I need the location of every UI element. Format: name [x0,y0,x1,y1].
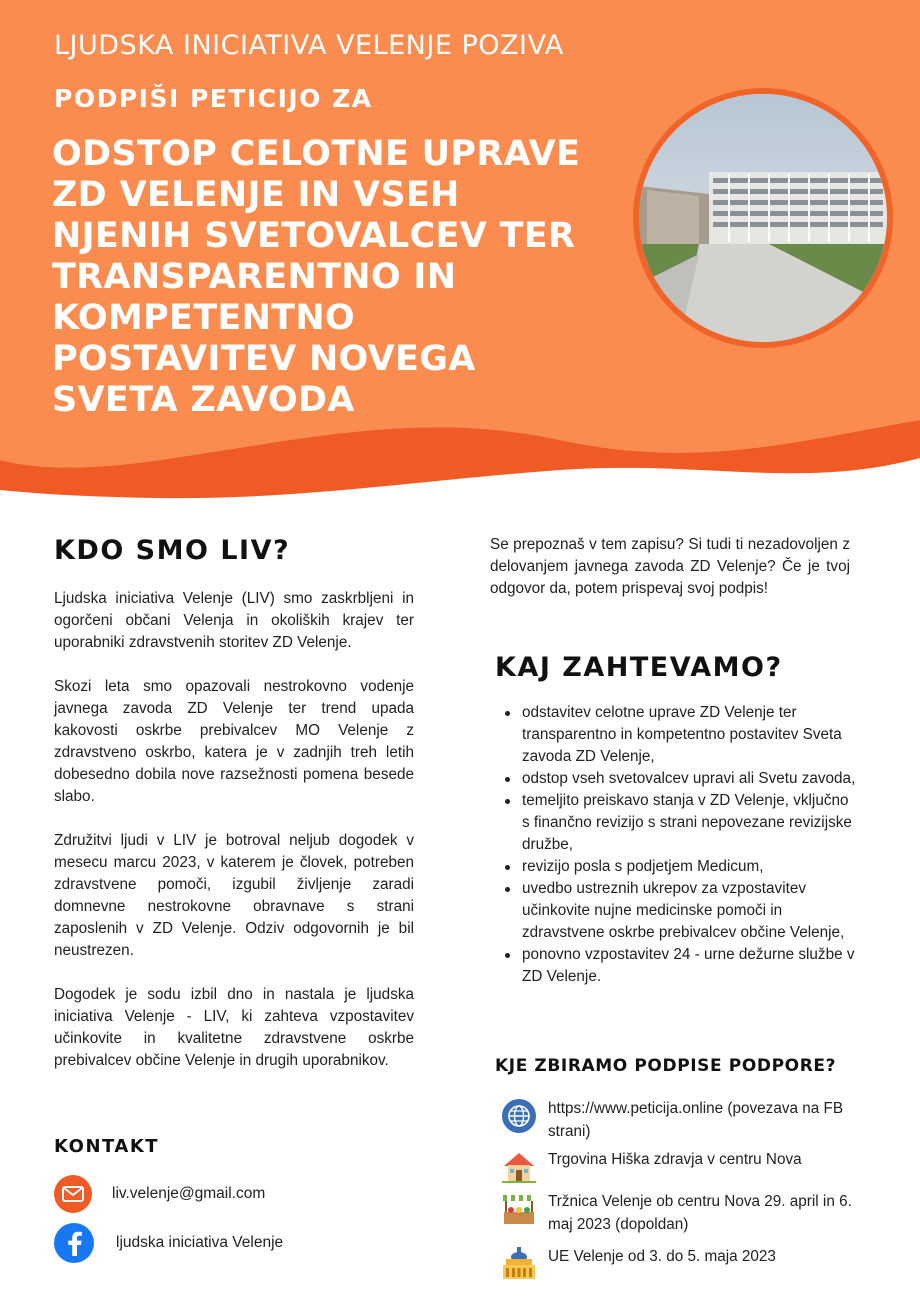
headline-line: ODSTOP CELOTNE UPRAVE [52,134,581,174]
intro-paragraph: Se prepoznaš v tem zapisu? Si tudi ti nezadovoljen z delovanjem javnega zavoda ZD Velenje? Če je tvoj odgovor da, potem prispevaj svoj podpis! [490,536,850,597]
headline-line: NJENIH SVETOVALCEV TER [52,216,576,256]
location-link-peticija[interactable]: https://www.peticija.online (povezava na FB strani) [548,1100,844,1140]
location-text: Tržnica Velenje ob centru Nova 29. april in 6. maj 2023 (dopoldan) [548,1193,852,1233]
house-icon [500,1148,538,1186]
location-item [500,1190,868,1236]
petition-subtitle: PODPIŠI PETICIJO ZA [54,84,373,113]
about-paragraph: Skozi leta smo opazovali nestrokovno vodenje javnega zavoda ZD Velenje ter trend upada kakovosti oskrbe prebivalcev MO Velenje z zdravstveno oskrbo, katera je v zadnjih treh letih dobesedno dobila nove razsežnosti pomena besede slabo. [54,678,414,805]
list-item: temeljito preiskavo stanja v ZD Velenje, vključno s finančno revizijo s strani nepovezane revizijske družbe, [500,790,860,856]
headline-line: KOMPETENTNO [52,298,355,338]
intro-section [490,534,850,600]
headline-line: ZD VELENJE IN VSEH [52,175,460,215]
globe-icon [500,1097,538,1135]
health-center-photo [633,88,893,348]
demands-list [500,702,860,988]
list-item: ponovno vzpostavitev 24 - urne dežurne službe v ZD Velenje. [500,944,860,988]
mail-icon [54,1175,92,1213]
headline-line: TRANSPARENTNO IN [52,257,457,297]
list-item: uvedbo ustreznih ukrepov za vzpostavitev učinkovite nujne medicinske pomoči in zdravstvene oskrbe prebivalcev občine Velenje, [500,878,860,944]
headline-line: SVETA ZAVODA [52,380,355,420]
town-hall-icon [500,1245,538,1283]
market-stall-icon [500,1190,538,1228]
email-link[interactable]: liv.velenje@gmail.com [112,1185,266,1202]
locations-title: KJE ZBIRAMO PODPISE PODPORE? [495,1056,837,1076]
petition-headline [52,134,632,421]
list-item: odstavitev celotne uprave ZD Velenje ter transparentno in kompetentno postavitev Sveta zavoda ZD Velenje, [500,702,860,768]
about-paragraph: Dogodek je sodu izbil dno in nastala je ljudska iniciativa Velenje - LIV, ki zahteva vzpostavitev učinkovite in kvalitetne zdravstvene oskrbe prebivalcev občine Velenje in drugih uporabnikov. [54,986,414,1069]
about-paragraph: Ljudska iniciativa Velenje (LIV) smo zaskrbljeni in ogorčeni občani Velenja in okoliških krajev ter uporabniki zdravstvenih storitev ZD Velenje. [54,590,414,651]
location-item [500,1097,868,1143]
header-banner [0,0,920,520]
invite-title: LJUDSKA INICIATIVA VELENJE POZIVA [54,30,564,61]
list-item: odstop vseh svetovalcev upravi ali Svetu zavoda, [500,768,860,790]
demands-title: KAJ ZAHTEVAMO? [495,652,783,683]
facebook-icon [54,1223,94,1263]
headline-line: POSTAVITEV NOVEGA [52,339,476,379]
location-item [500,1148,868,1186]
facebook-link[interactable]: ljudska iniciativa Velenje [116,1234,284,1251]
location-text: Trgovina Hiška zdravja v centru Nova [548,1151,802,1168]
location-text: UE Velenje od 3. do 5. maja 2023 [548,1248,776,1265]
about-section [54,535,414,1094]
location-item [500,1245,868,1283]
about-title: KDO SMO LIV? [54,535,291,566]
contact-title: KONTAKT [54,1136,160,1157]
about-paragraph: Združitvi ljudi v LIV je botroval neljub dogodek v mesecu marcu 2023, v katerem je človek, potreben zdravstvene pomoči, izgubil življenje zaradi domnevne nestrokovne obravnave s strani zaposlenih v ZD Velenje. Odziv odgovornih je bil neustrezen. [54,832,414,959]
list-item: revizijo posla s podjetjem Medicum, [500,856,860,878]
contact-email[interactable] [54,1175,265,1213]
contact-facebook[interactable] [54,1223,283,1263]
